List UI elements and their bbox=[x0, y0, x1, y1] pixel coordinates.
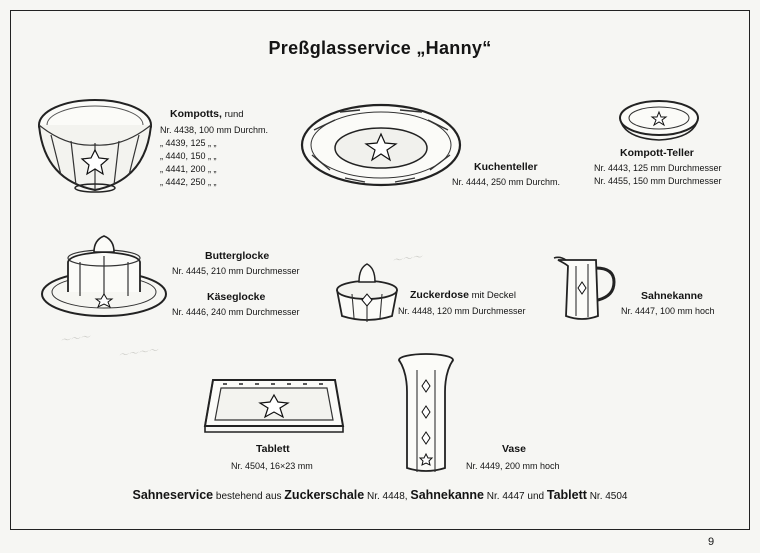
kuchenteller-illustration bbox=[300, 100, 462, 190]
zuckerdose-name: Zuckerdose bbox=[410, 289, 469, 301]
butterglocke-name: Butterglocke bbox=[205, 250, 270, 262]
tablett-line: Nr. 4504, 16×23 mm bbox=[231, 461, 313, 471]
pencil-note: ～～～ bbox=[59, 331, 91, 348]
kompotts-line: Nr. 4438, 100 mm Durchm. bbox=[160, 125, 269, 135]
tablett-illustration bbox=[203, 376, 345, 434]
pencil-note: ～～～ bbox=[391, 251, 423, 268]
butterglocke-illustration bbox=[40, 232, 168, 320]
kompotts-line: „ 4441, 200 „ „ bbox=[160, 164, 217, 174]
zuckerdose-illustration bbox=[334, 260, 400, 324]
footer-number: Nr. 4447 bbox=[486, 491, 525, 502]
kompotts-name: Kompotts, bbox=[170, 108, 222, 120]
kompott-bowl-illustration bbox=[36, 95, 154, 195]
vase-illustration bbox=[397, 352, 455, 474]
pencil-note: ～～～～ bbox=[117, 345, 159, 362]
kompotts-line: „ 4442, 250 „ „ bbox=[160, 177, 217, 187]
kompott-teller-illustration bbox=[618, 98, 700, 142]
kompotts-suffix: rund bbox=[224, 109, 244, 120]
footer-text: bestehend aus bbox=[215, 491, 282, 502]
zuckerdose-line: Nr. 4448, 120 mm Durchmesser bbox=[398, 306, 526, 316]
sahnekanne-line: Nr. 4447, 100 mm hoch bbox=[621, 306, 715, 316]
kompotts-heading bbox=[170, 108, 244, 121]
footer-sahnekanne: Sahnekanne bbox=[410, 488, 485, 502]
kompott-teller-list bbox=[594, 162, 722, 188]
sahneservice-footer bbox=[0, 488, 760, 502]
kuchenteller-line: Nr. 4444, 250 mm Durchm. bbox=[452, 177, 561, 187]
kompott-teller-name: Kompott-Teller bbox=[620, 147, 694, 159]
kuchenteller-name: Kuchenteller bbox=[474, 161, 538, 173]
zuckerdose-suffix: mit Deckel bbox=[471, 290, 516, 301]
tablett-name: Tablett bbox=[256, 443, 290, 455]
footer-text: und bbox=[527, 491, 545, 502]
kompotts-list bbox=[160, 124, 268, 189]
sahnekanne-illustration bbox=[552, 254, 620, 322]
vase-line: Nr. 4449, 200 mm hoch bbox=[466, 461, 560, 471]
zuckerdose-heading bbox=[410, 289, 516, 302]
footer-number: Nr. 4448, bbox=[367, 491, 408, 502]
kaeseglocke-name: Käseglocke bbox=[207, 291, 266, 303]
sahnekanne-name: Sahnekanne bbox=[641, 290, 703, 302]
kompotts-line: „ 4440, 150 „ „ bbox=[160, 151, 217, 161]
kompotts-line: „ 4439, 125 „ „ bbox=[160, 138, 217, 148]
butterglocke-line: Nr. 4445, 210 mm Durchmesser bbox=[172, 266, 300, 276]
footer-tablett: Tablett bbox=[546, 488, 587, 502]
footer-zuckerschale: Zuckerschale bbox=[284, 488, 365, 502]
kaeseglocke-line: Nr. 4446, 240 mm Durchmesser bbox=[172, 307, 300, 317]
footer-lead: Sahneservice bbox=[132, 488, 214, 502]
footer-number: Nr. 4504 bbox=[589, 491, 628, 502]
page-number: 9 bbox=[708, 536, 715, 548]
page-title: Preßglasservice „Hanny“ bbox=[268, 38, 492, 58]
vase-name: Vase bbox=[502, 443, 526, 455]
kompott-teller-line: Nr. 4443, 125 mm Durchmesser bbox=[594, 163, 722, 173]
kompott-teller-line: Nr. 4455, 150 mm Durchmesser bbox=[594, 176, 722, 186]
